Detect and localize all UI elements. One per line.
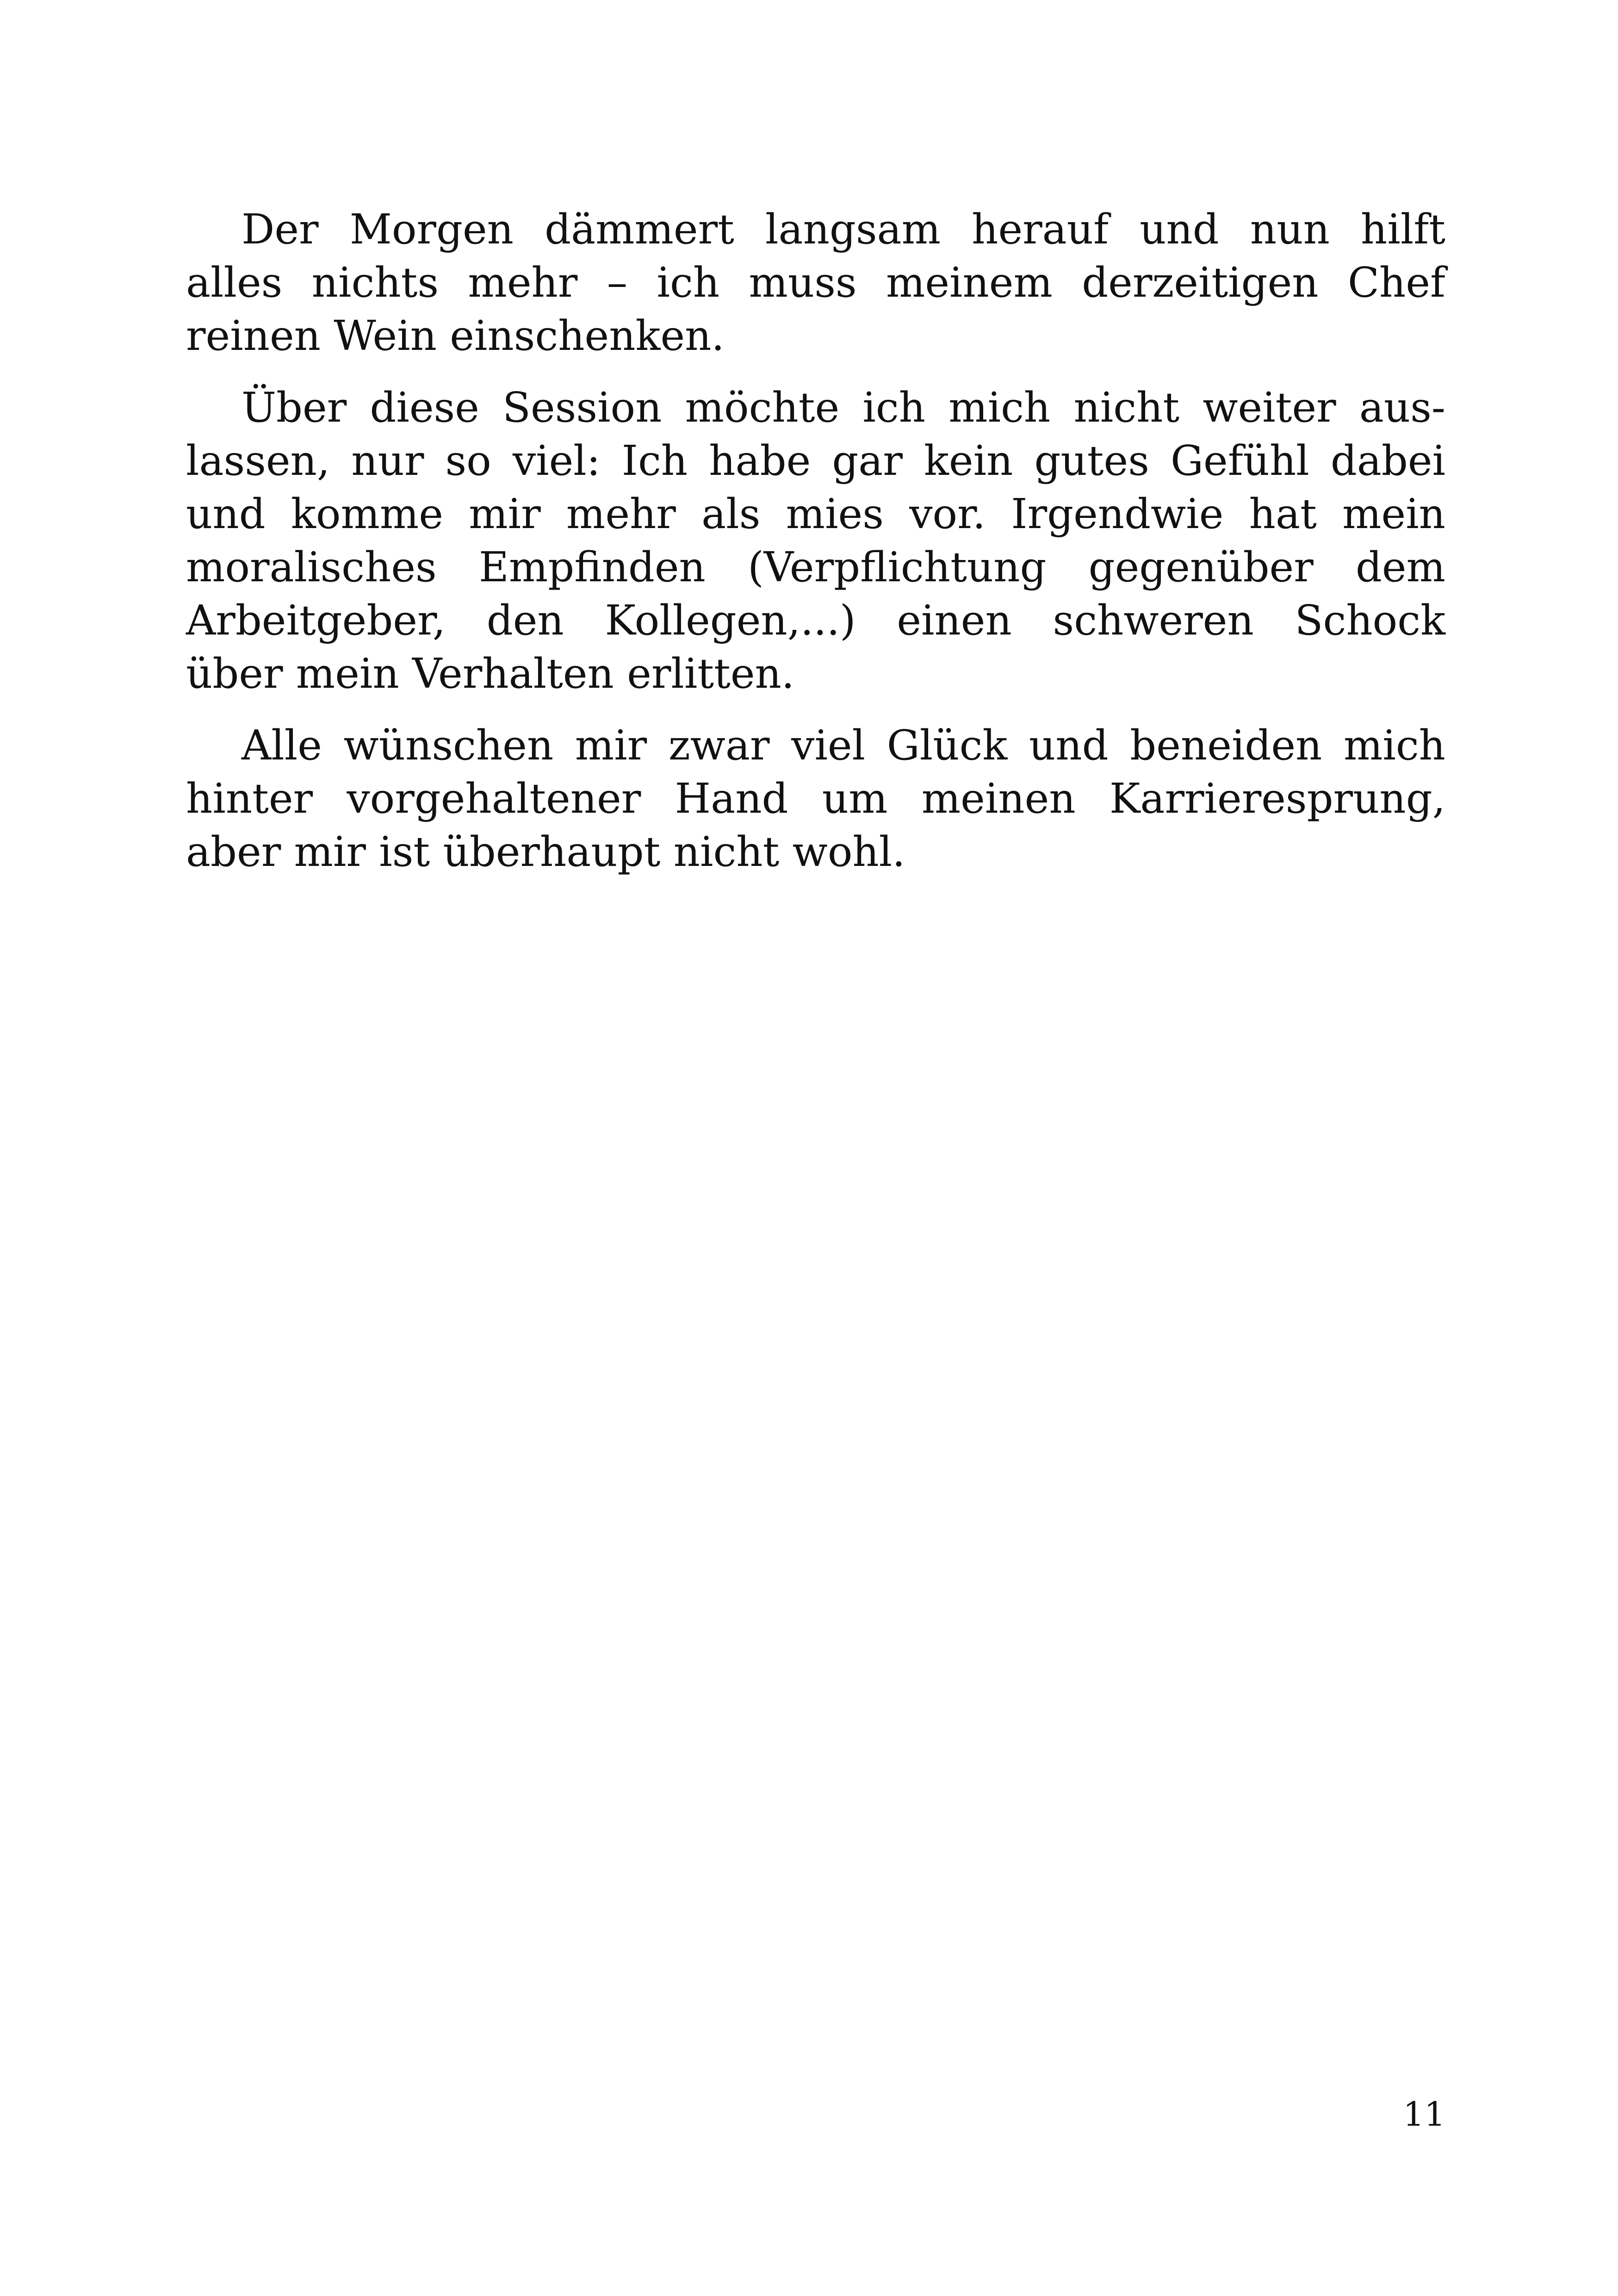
text-line: lassen, nur so viel: Ich habe gar kein gutes Gefühl dabei (186, 436, 1445, 485)
text-line: hinter vorgehaltener Hand um meinen Karrieresprung, (186, 774, 1445, 822)
text-line: Arbeitgeber, den Kollegen,...) einen schweren Schock (186, 596, 1445, 644)
text-line: Alle wünschen mir zwar viel Glück und beneiden mich (242, 721, 1445, 769)
paragraph-1 (186, 203, 1445, 362)
text-line: moralisches Empfinden (Verpflichtung gegenüber dem (186, 543, 1445, 591)
page-number: 11 (1403, 2095, 1445, 2134)
text-line: reinen Wein einschenken. (186, 311, 725, 360)
body-text (186, 203, 1445, 897)
text-line: Der Morgen dämmert langsam herauf und nun hilft (242, 205, 1445, 253)
paragraph-2 (186, 381, 1445, 700)
text-line: alles nichts mehr – ich muss meinem derzeitigen Chef (186, 258, 1445, 306)
text-line: Über diese Session möchte ich mich nicht weiter aus- (242, 383, 1445, 431)
text-line: aber mir ist überhaupt nicht wohl. (186, 828, 905, 876)
paragraph-3 (186, 719, 1445, 878)
text-line: über mein Verhalten erlitten. (186, 649, 795, 697)
text-line: und komme mir mehr als mies vor. Irgendwie hat mein (186, 490, 1445, 538)
